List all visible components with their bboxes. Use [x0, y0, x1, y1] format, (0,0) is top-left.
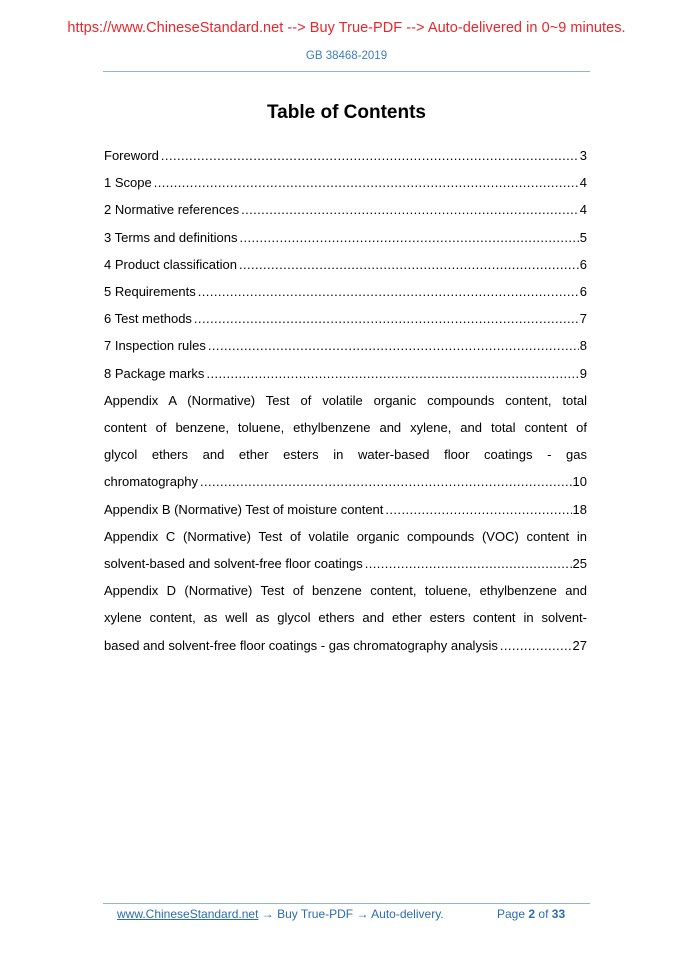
toc-page-number: 9: [579, 365, 587, 381]
toc-page-number: 10: [572, 474, 587, 490]
toc-leader-dots: [154, 169, 579, 196]
toc-entry-line: glycol ethers and ether esters in water-based floor coatings - gas: [104, 447, 587, 463]
toc-entry[interactable]: [104, 278, 587, 305]
toc-leader-dots: [208, 332, 579, 359]
table-of-contents: [104, 142, 587, 659]
footer-divider: [103, 903, 590, 904]
toc-leader-dots: [200, 468, 572, 495]
toc-entry-title: 4 Product classification: [104, 256, 237, 272]
toc-entry-line: xylene content, as well as glycol ethers and ether esters content in solvent-: [104, 610, 587, 626]
toc-entry-line: Appendix D (Normative) Test of benzene content, toluene, ethylbenzene and: [104, 583, 587, 599]
toc-page-number: 7: [579, 311, 587, 327]
header-divider: [103, 71, 590, 72]
footer-auto-text: Auto-delivery.: [371, 907, 444, 921]
toc-entry[interactable]: [104, 577, 587, 659]
toc-leader-dots: [241, 196, 579, 223]
toc-entry-title: 2 Normative references: [104, 202, 240, 218]
toc-entry[interactable]: [104, 496, 587, 523]
toc-entry-title: 6 Test methods: [104, 311, 192, 327]
toc-entry-title: solvent-based and solvent-free floor coatings: [104, 556, 363, 572]
toc-entry-line: Appendix C (Normative) Test of volatile organic compounds (VOC) content in: [104, 528, 587, 544]
toc-leader-dots: [365, 550, 572, 577]
toc-entry-title: Foreword: [104, 148, 159, 163]
toc-page-number: 6: [579, 256, 587, 272]
toc-page-number: 4: [579, 175, 587, 191]
standard-code-header: GB 38468-2019: [305, 50, 388, 62]
toc-page-number: 8: [579, 338, 587, 354]
toc-page-number: 6: [579, 284, 587, 300]
toc-page-number: 4: [579, 202, 587, 218]
toc-entry[interactable]: [104, 523, 587, 577]
toc-entry[interactable]: [104, 142, 587, 169]
toc-entry[interactable]: [104, 169, 587, 196]
toc-leader-dots: [500, 632, 572, 659]
arrow-icon: →: [356, 907, 369, 921]
toc-leader-dots: [385, 496, 571, 523]
toc-page-number: 25: [572, 556, 587, 572]
toc-entry[interactable]: [104, 305, 587, 332]
toc-entry-title: Appendix B (Normative) Test of moisture content: [104, 501, 384, 517]
footer-site-link[interactable]: www.ChineseStandard.net: [117, 907, 259, 921]
page-current: 2: [528, 907, 536, 921]
toc-leader-dots: [239, 224, 578, 251]
page-of: of: [538, 907, 549, 921]
footer-buy-text: Buy True-PDF: [277, 907, 354, 921]
page-label: Page: [497, 907, 526, 921]
toc-leader-dots: [206, 360, 578, 387]
top-banner-link[interactable]: https://www.ChineseStandard.net --> Buy True-PDF --> Auto-delivered in 0~9 minutes.: [67, 20, 626, 36]
toc-page-number: 5: [579, 229, 587, 245]
toc-entry-title: 8 Package marks: [104, 365, 205, 381]
toc-entry[interactable]: [104, 196, 587, 223]
toc-entry-title: 5 Requirements: [104, 284, 196, 300]
arrow-icon: →: [261, 907, 274, 921]
toc-leader-dots: [194, 305, 579, 332]
toc-entry-title: based and solvent-free floor coatings - gas chromatography analysis: [104, 637, 498, 653]
page-indicator: [497, 907, 565, 921]
footer: [117, 907, 587, 921]
toc-leader-dots: [239, 251, 579, 278]
toc-page-number: 27: [572, 637, 587, 653]
toc-leader-dots: [161, 142, 579, 169]
toc-entry-title: 1 Scope: [104, 175, 152, 191]
toc-entry-line: Appendix A (Normative) Test of volatile organic compounds content, total: [104, 392, 587, 408]
toc-entry[interactable]: [104, 224, 587, 251]
toc-entry-title: chromatography: [104, 474, 198, 490]
toc-entry[interactable]: [104, 387, 587, 496]
toc-leader-dots: [198, 278, 579, 305]
toc-page-number: 3: [579, 148, 587, 163]
toc-page-number: 18: [572, 501, 587, 517]
toc-entry-line: content of benzene, toluene, ethylbenzene and xylene, and total content of: [104, 420, 587, 436]
toc-entry-title: 3 Terms and definitions: [104, 229, 238, 245]
page-total: 33: [551, 907, 566, 921]
toc-entry[interactable]: [104, 332, 587, 359]
toc-entry[interactable]: [104, 360, 587, 387]
toc-entry[interactable]: [104, 251, 587, 278]
toc-entry-title: 7 Inspection rules: [104, 338, 206, 354]
toc-title: Table of Contents: [266, 102, 427, 123]
